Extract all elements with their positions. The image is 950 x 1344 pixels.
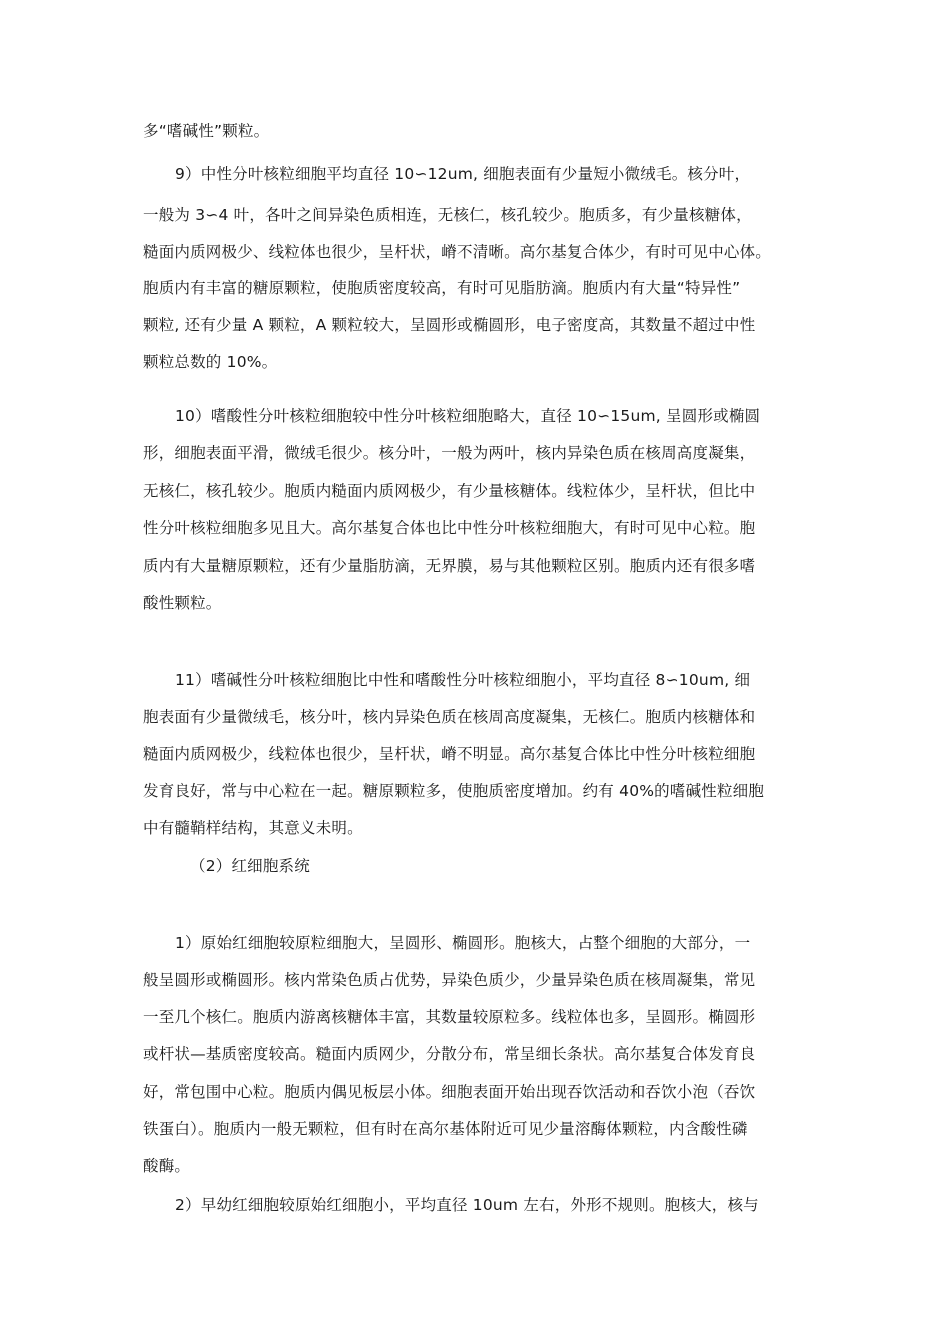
text-line: 形，细胞表面平滑，微绒毛很少。核分叶，一般为两叶，核内异染色质在核周高度凝集，: [143, 444, 756, 462]
text-line: 或杆状—基质密度较高。糙面内质网少，分散分布，常呈细长条状。高尔基复合体发育良: [143, 1045, 756, 1063]
paragraph-9-line: 9）中性分叶核粒细胞平均直径 10∽12um, 细胞表面有少量短小微绒毛。核分叶，: [175, 165, 751, 183]
paragraph-2-line: 2）早幼红细胞较原始红细胞小，平均直径 10um 左右，外形不规则。胞核大，核与: [175, 1196, 759, 1214]
paragraph-1-line: 1）原始红细胞较原粒细胞大，呈圆形、椭圆形。胞核大，占整个细胞的大部分，一: [175, 934, 751, 952]
text-line: 酸酶。: [143, 1157, 191, 1175]
text-line: 中有髓鞘样结构，其意义未明。: [143, 819, 363, 837]
text-line: 一至几个核仁。胞质内游离核糖体丰富，其数量较原粒多。线粒体也多，呈圆形。椭圆形: [143, 1008, 756, 1026]
paragraph-10-line: 10）嗜酸性分叶核粒细胞较中性分叶核粒细胞略大，直径 10∽15um, 呈圆形或椭圆: [175, 407, 761, 425]
text-line: 颗粒, 还有少量 A 颗粒，A 颗粒较大，呈圆形或椭圆形，电子密度高，其数量不超过中性: [143, 316, 756, 334]
text-line: 质内有大量糖原颗粒，还有少量脂肪滴，无界膜，易与其他颗粒区别。胞质内还有很多嗜: [143, 557, 756, 575]
section-heading: （2）红细胞系统: [190, 857, 310, 875]
text-line: 发育良好，常与中心粒在一起。糖原颗粒多，使胞质密度增加。约有 40%的嗜碱性粒细胞: [143, 782, 765, 800]
text-line: 胞表面有少量微绒毛，核分叶，核内异染色质在核周高度凝集，无核仁。胞质内核糖体和: [143, 708, 756, 726]
paragraph-11-line: 11）嗜碱性分叶核粒细胞比中性和嗜酸性分叶核粒细胞小，平均直径 8∽10um, 细: [175, 671, 751, 689]
text-line: 糙面内质网极少，线粒体也很少，呈杆状，嵴不明显。高尔基复合体比中性分叶核粒细胞: [143, 745, 756, 763]
text-line: 好，常包围中心粒。胞质内偶见板层小体。细胞表面开始出现吞饮活动和吞饮小泡（吞饮: [143, 1083, 756, 1101]
text-line: 无核仁，核孔较少。胞质内糙面内质网极少，有少量核糖体。线粒体少，呈杆状，但比中: [143, 482, 756, 500]
text-line: 多“嗜碱性”颗粒。: [143, 122, 270, 140]
text-line: 酸性颗粒。: [143, 594, 222, 612]
text-line: 性分叶核粒细胞多见且大。高尔基复合体也比中性分叶核粒细胞大，有时可见中心粒。胞: [143, 519, 756, 537]
text-line: 般呈圆形或椭圆形。核内常染色质占优势，异染色质少，少量异染色质在核周凝集，常见: [143, 971, 756, 989]
text-line: 胞质内有丰富的糖原颗粒，使胞质密度较高，有时可见脂肪滴。胞质内有大量“特异性”: [143, 279, 741, 297]
text-line: 颗粒总数的 10%。: [143, 353, 278, 371]
text-line: 一般为 3∽4 叶，各叶之间异染色质相连，无核仁，核孔较少。胞质多，有少量核糖体，: [143, 206, 752, 224]
text-line: 铁蛋白）。胞质内一般无颗粒，但有时在高尔基体附近可见少量溶酶体颗粒，内含酸性磷: [143, 1120, 748, 1138]
text-line: 糙面内质网极少、线粒体也很少，呈杆状，嵴不清晰。高尔基复合体少，有时可见中心体。: [143, 243, 772, 261]
